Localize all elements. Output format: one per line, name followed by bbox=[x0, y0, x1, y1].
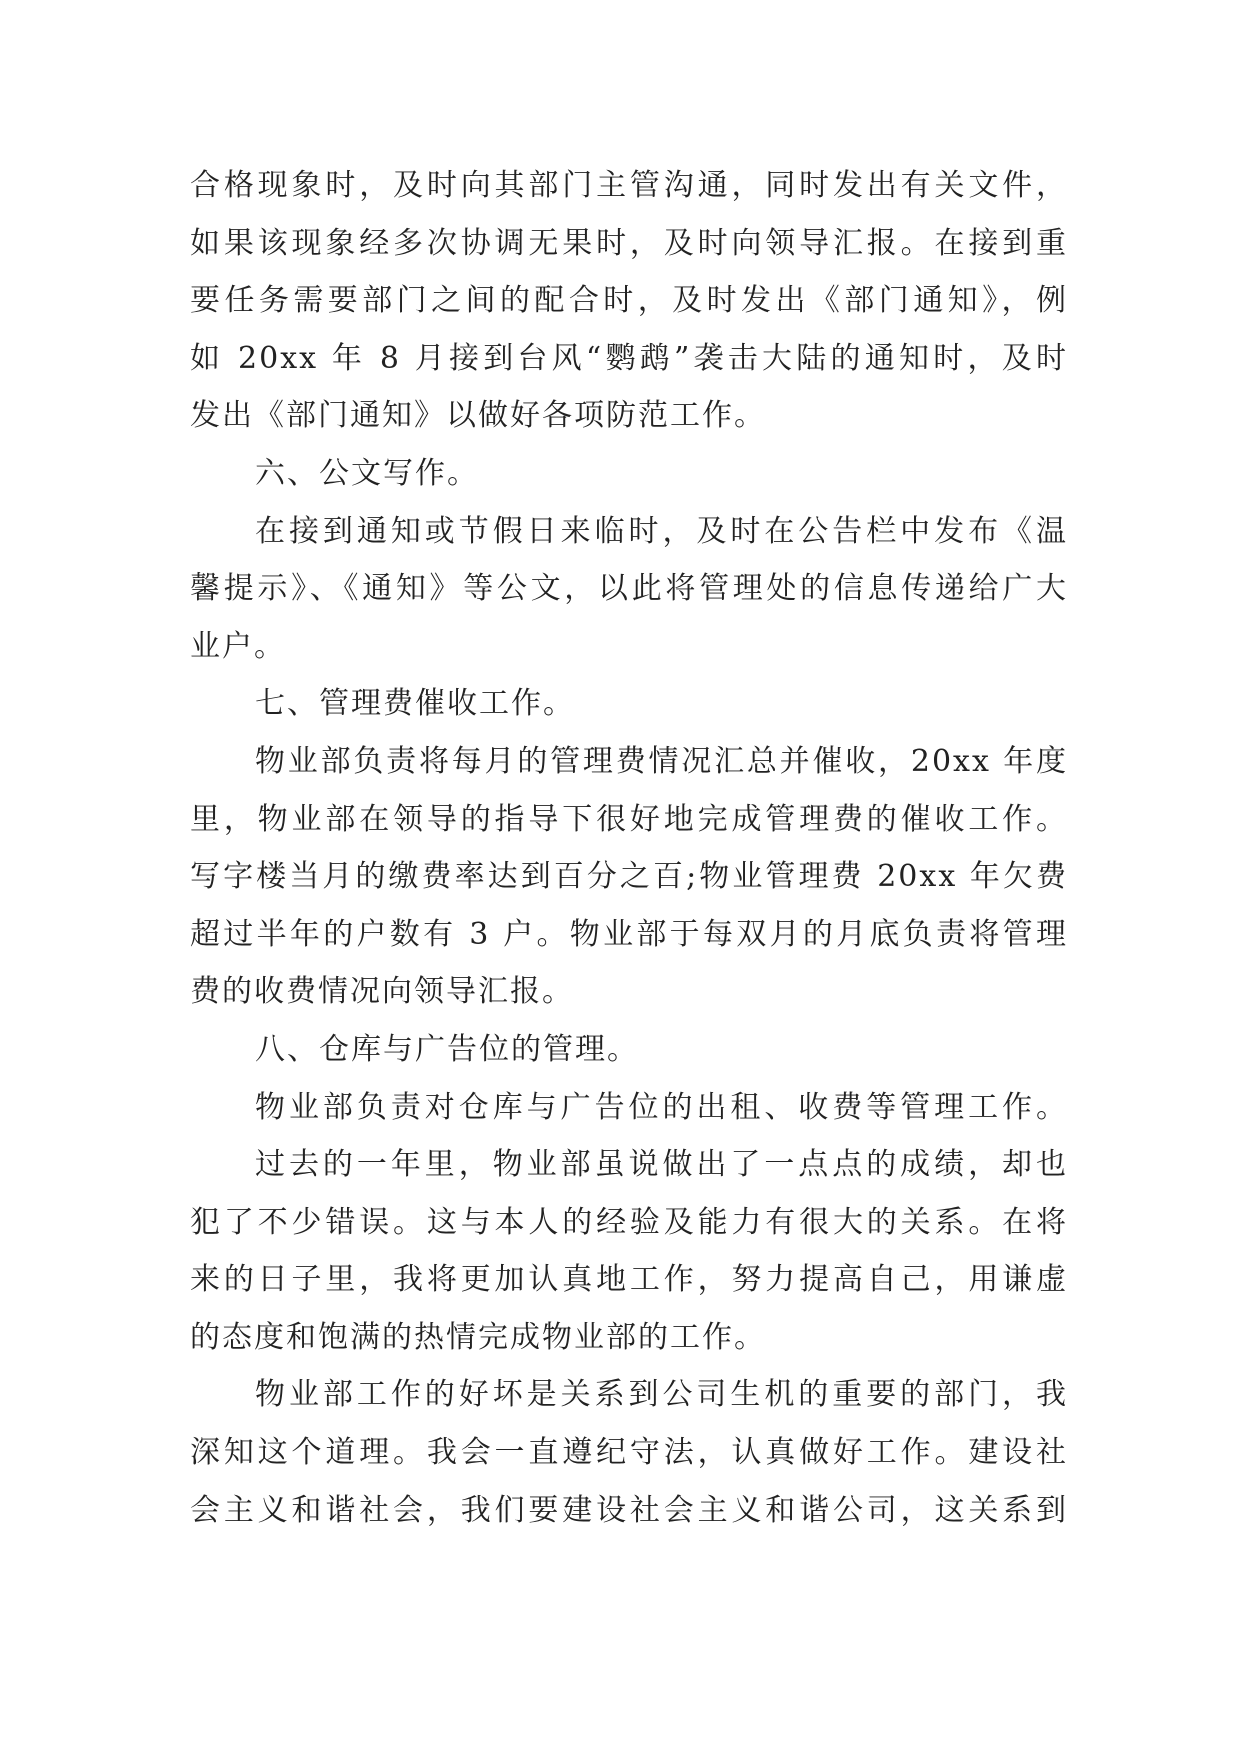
text-line: 里，物业部在领导的指导下很好地完成管理费的催收工作。 bbox=[190, 801, 1068, 837]
section-heading bbox=[190, 445, 1068, 503]
paragraph bbox=[190, 1136, 1068, 1366]
text-line: 的态度和饱满的热情完成物业部的工作。 bbox=[190, 1319, 766, 1355]
text-line: 写字楼当月的缴费率达到百分之百;物业管理费 20xx 年欠费 bbox=[190, 859, 1068, 895]
text-line: 超过半年的户数有 3 户。物业部于每双月的月底负责将管理 bbox=[190, 916, 1068, 952]
text-line: 要任务需要部门之间的配合时，及时发出《部门通知》，例 bbox=[190, 283, 1068, 319]
text-line: 合格现象时，及时向其部门主管沟通，同时发出有关文件， bbox=[190, 168, 1068, 203]
text-line: 在接到通知或节假日来临时，及时在公告栏中发布《温 bbox=[255, 513, 1068, 549]
text-line: 来的日子里，我将更加认真地工作，努力提高自己，用谦虚 bbox=[190, 1262, 1068, 1298]
text-line: 过去的一年里，物业部虽说做出了一点点的成绩，却也 bbox=[255, 1147, 1068, 1183]
text-line: 费的收费情况向领导汇报。 bbox=[190, 974, 574, 1010]
text-line: 如 20xx 年 8 月接到台风“鹦鹉”袭击大陆的通知时，及时 bbox=[190, 340, 1068, 376]
text-line: 物业部工作的好坏是关系到公司生机的重要的部门，我 bbox=[255, 1377, 1068, 1413]
text-line: 八、仓库与广告位的管理。 bbox=[255, 1031, 639, 1067]
text-line: 犯了不少错误。这与本人的经验及能力有很大的关系。在将 bbox=[190, 1204, 1068, 1240]
document-body bbox=[190, 157, 1068, 1539]
text-line: 会主义和谐社会，我们要建设社会主义和谐公司，这关系到 bbox=[190, 1492, 1068, 1528]
paragraph bbox=[190, 503, 1068, 676]
text-line: 发出《部门通知》以做好各项防范工作。 bbox=[190, 398, 766, 434]
text-line: 六、公文写作。 bbox=[255, 455, 479, 491]
text-line: 物业部负责对仓库与广告位的出租、收费等管理工作。 bbox=[255, 1089, 1068, 1125]
text-line: 深知这个道理。我会一直遵纪守法，认真做好工作。建设社 bbox=[190, 1435, 1068, 1471]
text-line: 七、管理费催收工作。 bbox=[255, 686, 575, 722]
paragraph bbox=[190, 1079, 1068, 1137]
text-line: 业户。 bbox=[190, 628, 286, 664]
paragraph bbox=[190, 733, 1068, 1021]
section-heading bbox=[190, 1021, 1068, 1079]
paragraph bbox=[190, 157, 1068, 445]
paragraph bbox=[190, 1366, 1068, 1539]
text-line: 馨提示》、《通知》等公文，以此将管理处的信息传递给广大 bbox=[190, 571, 1068, 607]
text-line: 如果该现象经多次协调无果时，及时向领导汇报。在接到重 bbox=[190, 225, 1068, 261]
text-line: 物业部负责将每月的管理费情况汇总并催收，20xx 年度 bbox=[255, 743, 1068, 779]
section-heading bbox=[190, 675, 1068, 733]
